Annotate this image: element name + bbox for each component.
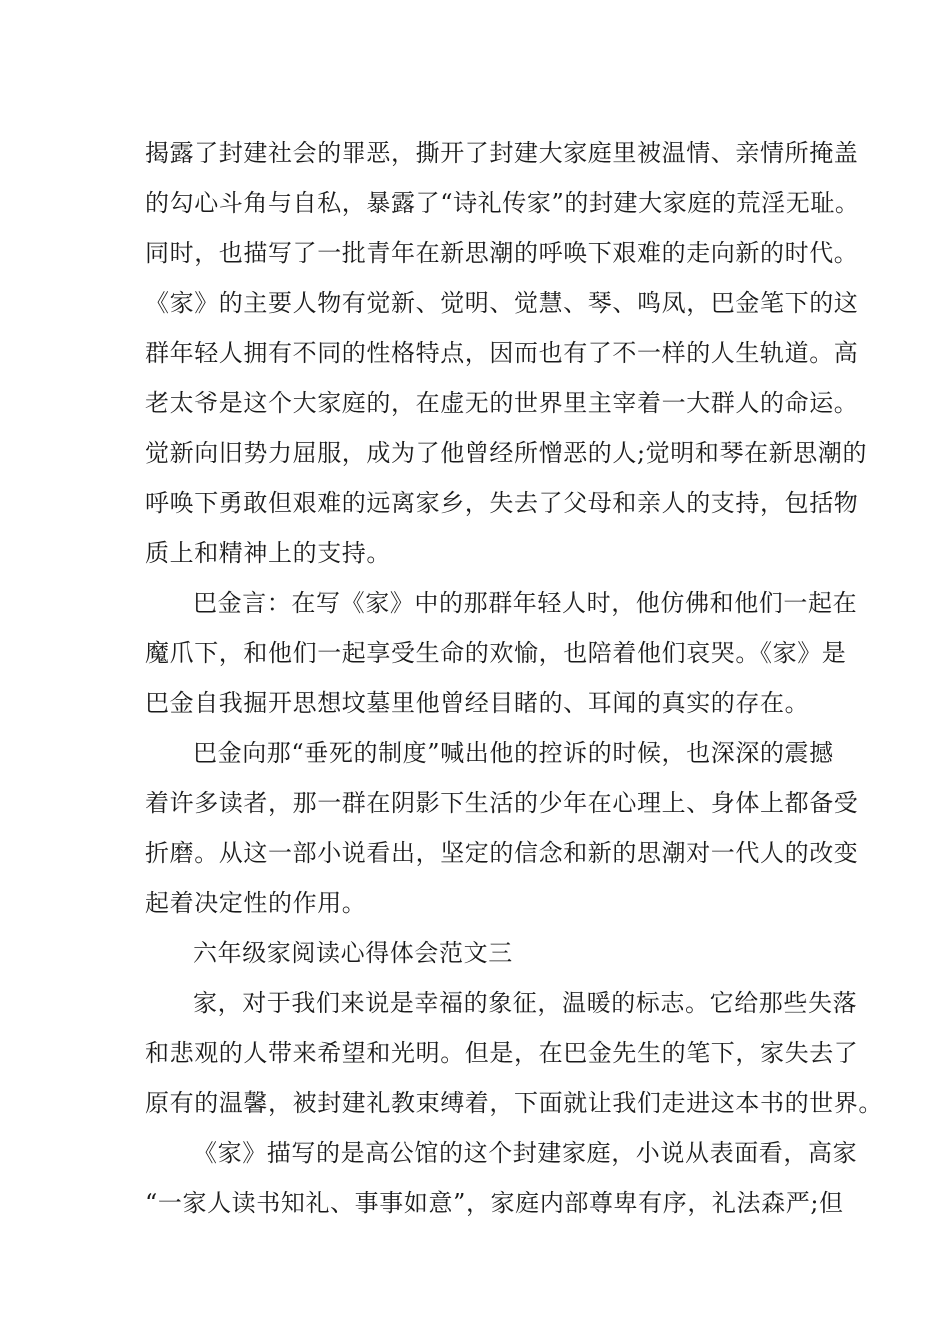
text-line: 原有的温馨，被封建礼教束缚着，下面就让我们走进这本书的世界。 <box>145 1089 883 1117</box>
text-line: 老太爷是这个大家庭的，在虚无的世界里主宰着一大群人的命运。 <box>145 389 859 417</box>
text-line: 巴金自我掘开思想坟墓里他曾经目睹的、耳闻的真实的存在。 <box>145 689 810 717</box>
text-line: 揭露了封建社会的罪恶，撕开了封建大家庭里被温情、亲情所掩盖 <box>145 139 859 167</box>
text-line: 起着决定性的作用。 <box>145 889 367 917</box>
text-line: 质上和精神上的支持。 <box>145 539 391 567</box>
text-line: 的勾心斗角与自私，暴露了“诗礼传家”的封建大家庭的荒淫无耻。 <box>145 189 860 217</box>
text-line: 呼唤下勇敢但艰难的远离家乡，失去了父母和亲人的支持，包括物 <box>145 489 859 517</box>
text-line: 和悲观的人带来希望和光明。但是，在巴金先生的笔下，家失去了 <box>145 1039 859 1067</box>
text-line: “一家人读书知礼、事事如意”，家庭内部尊卑有序，礼法森严;但 <box>145 1189 844 1217</box>
paragraph-first-line: 巴金向那“垂死的制度”喊出他的控诉的时候，也深深的震撼 <box>193 739 834 767</box>
text-line: 觉新向旧势力屈服，成为了他曾经所憎恶的人;觉明和琴在新思潮的 <box>145 439 868 467</box>
text-line: 着许多读者，那一群在阴影下生活的少年在心理上、身体上都备受 <box>145 789 859 817</box>
paragraph-first-line: 家，对于我们来说是幸福的象征，温暖的标志。它给那些失落 <box>193 989 858 1017</box>
paragraph-first-line: 《家》描写的是高公馆的这个封建家庭，小说从表面看，高家 <box>193 1139 858 1167</box>
text-line: 同时，也描写了一批青年在新思潮的呼唤下艰难的走向新的时代。 <box>145 239 859 267</box>
text-line: 群年轻人拥有不同的性格特点，因而也有了不一样的人生轨道。高 <box>145 339 859 367</box>
paragraph-first-line: 巴金言：在写《家》中的那群年轻人时，他仿佛和他们一起在 <box>193 589 858 617</box>
section-heading: 六年级家阅读心得体会范文三 <box>193 939 513 967</box>
text-line: 《家》的主要人物有觉新、觉明、觉慧、琴、鸣凤，巴金笔下的这 <box>145 289 859 317</box>
text-line: 魔爪下，和他们一起享受生命的欢愉，也陪着他们哀哭。《家》是 <box>145 639 847 667</box>
text-line: 折磨。从这一部小说看出，坚定的信念和新的思潮对一代人的改变 <box>145 839 859 867</box>
